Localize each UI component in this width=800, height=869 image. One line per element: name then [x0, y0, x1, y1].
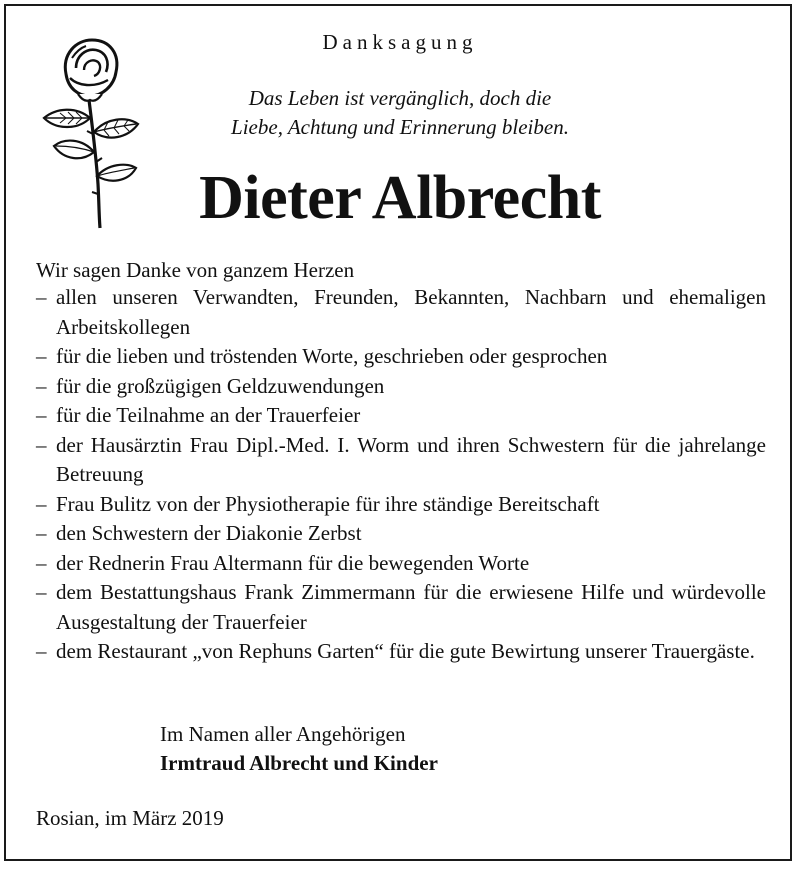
signers: Irmtraud Albrecht und Kinder: [160, 751, 438, 775]
notice-heading: Danksagung: [322, 30, 478, 54]
thanks-item: – allen unseren Verwandten, Freunden, Bekannten, Nachbarn und ehemaligen Arbeitskollegen: [36, 283, 766, 342]
thanks-item: – dem Bestattungshaus Frank Zimmermann für die erwiesene Hilfe und würdevolle Ausgestaltung der Trauerfeier: [36, 578, 766, 637]
thanks-item: – für die großzügigen Geldzuwendungen: [36, 372, 766, 402]
thanks-item: – der Rednerin Frau Altermann für die bewegenden Worte: [36, 549, 766, 579]
thanks-item: – der Hausärztin Frau Dipl.-Med. I. Worm und ihren Schwestern für die jahrelange Betreuung: [36, 431, 766, 490]
thanks-item: – für die Teilnahme an der Trauerfeier: [36, 401, 766, 431]
quote-line-1: Das Leben ist vergänglich, doch die: [248, 86, 552, 110]
thanks-intro: Wir sagen Danke von ganzem Herzen: [36, 258, 355, 282]
thanks-item: – dem Restaurant „von Rephuns Garten“ für die gute Bewirtung unserer Trauergäste.: [36, 637, 766, 667]
closing-line: Im Namen aller Angehörigen: [160, 722, 406, 746]
thanks-item: – für die lieben und tröstenden Worte, geschrieben oder gesprochen: [36, 342, 766, 372]
thanks-list: [36, 283, 766, 667]
quote-line-2: Liebe, Achtung und Erinnerung bleiben.: [231, 115, 569, 139]
place-date: Rosian, im März 2019: [36, 806, 224, 830]
closing-block: [160, 720, 438, 778]
thanks-item: – den Schwestern der Diakonie Zerbst: [36, 519, 766, 549]
thanks-item: – Frau Bulitz von der Physiotherapie für ihre ständige Bereitschaft: [36, 490, 766, 520]
memorial-quote: [0, 84, 800, 142]
deceased-name: Dieter Albrecht: [199, 164, 601, 232]
